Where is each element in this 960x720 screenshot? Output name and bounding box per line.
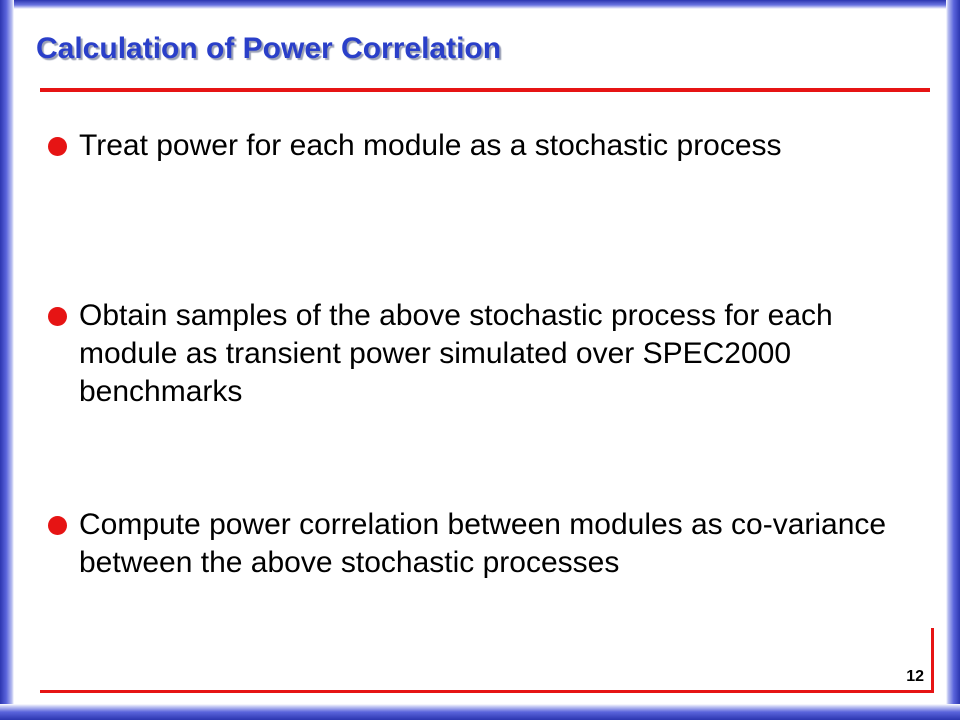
footer-vertical-rule — [931, 628, 934, 693]
bullet-dot-icon — [48, 137, 67, 156]
bullet-text: Treat power for each module as a stochastic process — [79, 129, 782, 162]
title-underline — [40, 88, 930, 92]
bullet-dot-icon — [48, 516, 67, 535]
slide-frame-right — [946, 0, 960, 720]
bullet-text: Obtain samples of the above stochastic process for each module as transient power simulated over SPEC2000 benchmarks — [79, 299, 833, 408]
slide-frame-top — [0, 0, 960, 9]
slide-title: Calculation of Power Correlation — [36, 32, 502, 65]
bullet-text: Compute power correlation between modules as co-variance between the above stochastic processes — [79, 508, 887, 579]
page-number: 12 — [906, 668, 924, 685]
slide-frame-left — [0, 0, 14, 720]
bullet-dot-icon — [48, 307, 67, 326]
slide-frame-bottom — [0, 704, 960, 720]
footer-rule — [40, 690, 934, 693]
